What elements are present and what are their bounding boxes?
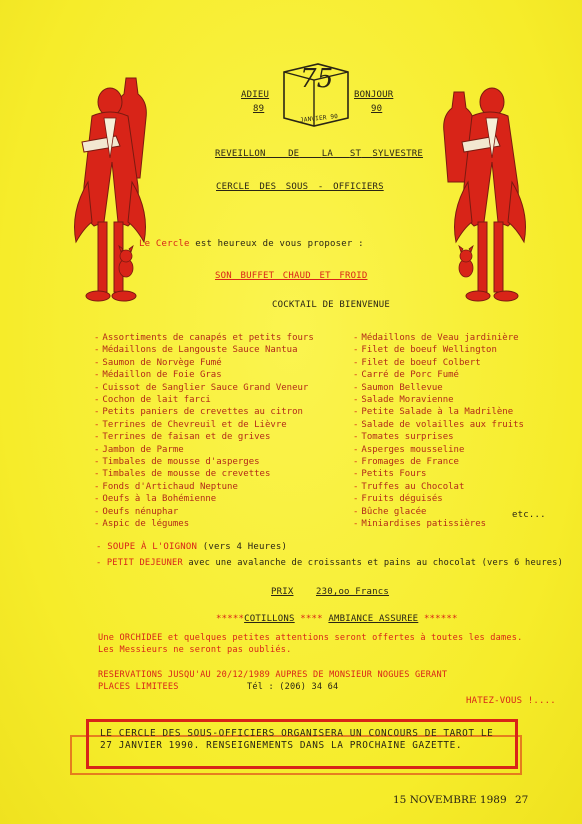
menu-left-list (94, 332, 314, 531)
menu-item-label: Asperges mousseline (361, 444, 465, 455)
menu-item-label: Salade Moravienne (361, 395, 454, 406)
menu-item-label: Oeufs nénuphar (102, 506, 179, 517)
menu-item-label: Oeufs à la Bohémienne (102, 494, 217, 505)
menu-item: - Fromages de France (353, 457, 459, 468)
waiter-champagne-icon-left (62, 72, 162, 308)
menu-item: - Carré de Porc Fumé (353, 370, 459, 381)
dejeuner-label: PETIT DEJEUNER (106, 558, 183, 568)
orchidee-line2: Les Messieurs ne seront pas oubliés. (98, 645, 292, 655)
header-bonjour: BONJOUR (354, 90, 394, 100)
menu-item: - Timbales de mousse de crevettes (94, 469, 271, 480)
menu-item: - Assortiments de canapés et petits fours (94, 333, 314, 343)
menu-item: - Oeufs nénuphar (94, 506, 179, 517)
title-cercle: CERCLE DES SOUS - OFFICIERS (216, 182, 384, 192)
menu-item-label: Bûche glacée (361, 506, 427, 517)
menu-item-label: Salade de volailles aux fruits (361, 419, 524, 430)
menu-item-label: Médaillons de Veau jardinière (361, 333, 519, 343)
menu-item-label: Médaillons de Langouste Sauce Nantua (102, 345, 298, 356)
menu-item: - Tomates surprises (353, 432, 454, 443)
menu-item: - Miniardises patissières (353, 519, 487, 530)
soupe-detail: (vers 4 Heures) (202, 542, 288, 552)
menu-item: - Asperges mousseline (353, 444, 465, 455)
concours-text: LE CERCLE DES SOUS-OFFICIERS ORGANISERA UN CONCOURS DE TAROT LE 27 JANVIER 1990. RENSEIGNEMENTS DANS LA PROCHAINE GAZETTE. (100, 728, 494, 751)
menu-item-label: Petite Salade à la Madrilène (361, 407, 514, 418)
menu-item: - Truffes au Chocolat (353, 481, 465, 492)
menu-item-label: Cuissot de Sanglier Sauce Grand Veneur (102, 382, 309, 393)
buffet-title: SON BUFFET CHAUD ET FROID (215, 271, 368, 281)
menu-item: - Terrines de faisan et de grives (94, 432, 271, 443)
menu-item-label: Timbales de mousse de crevettes (102, 469, 271, 480)
stars: ****** (423, 614, 458, 624)
footer-date: 15 NOVEMBRE 1989 (393, 794, 507, 806)
menu-item: - Saumon Bellevue (353, 382, 443, 393)
ambiance-label: AMBIANCE ASSUREE (328, 614, 419, 624)
menu-item: - Petits Fours (353, 469, 427, 480)
menu-item: - Filet de boeuf Wellington (353, 345, 497, 356)
reservations-line1: RESERVATIONS JUSQU'AU 20/12/1989 AUPRES DE MONSIEUR NOGUES GERANT (98, 670, 448, 680)
menu-item-label: Truffes au Chocolat (361, 481, 465, 492)
menu-item-label: Carré de Porc Fumé (361, 370, 459, 381)
menu-item: - Jambon de Parme (94, 444, 184, 455)
title-reveillon (215, 149, 423, 160)
logo-number: 75 (300, 64, 334, 94)
menu-item-label: Cochon de lait farci (102, 395, 211, 406)
menu-item-label: Jambon de Parme (102, 444, 184, 455)
menu-item-label: Fruits déguisés (361, 494, 443, 505)
menu-item-label: Timbales de mousse d'asperges (102, 457, 260, 468)
waiter-champagne-icon-right (438, 72, 538, 308)
price-label: PRIX (271, 587, 294, 597)
soupe-line: - SOUPE À L'OIGNON (vers 4 Heures) (96, 542, 288, 552)
cotillons-line (216, 614, 458, 625)
menu-item: - Filet de boeuf Colbert (353, 357, 481, 368)
reservations-places: PLACES LIMITEES (98, 682, 179, 692)
menu-item-label: Assortiments de canapés et petits fours (102, 333, 314, 343)
menu-item-label: Petits paniers de crevettes au citron (102, 407, 303, 418)
menu-item: - Saumon de Norvège Fumé (94, 357, 222, 368)
menu-item-label: Petits Fours (361, 469, 427, 480)
intro-lead: Le Cercle (139, 239, 190, 249)
menu-item: - Aspic de légumes (94, 519, 190, 530)
menu-item: - Timbales de mousse d'asperges (94, 457, 260, 468)
menu-item-label: Filet de boeuf Colbert (361, 357, 481, 368)
menu-item: - Médaillons de Veau jardinière (353, 333, 519, 343)
title-word: DE (288, 149, 300, 159)
logo-date: JANVIER 90 (299, 113, 339, 124)
menu-item: - Petite Salade à la Madrilène (353, 407, 514, 418)
menu-item: - Salade de volailles aux fruits (353, 419, 524, 430)
menu-item-label: Saumon de Norvège Fumé (102, 357, 222, 368)
menu-item: - Médaillons de Langouste Sauce Nantua (94, 345, 298, 356)
menu-item: - Salade Moravienne (353, 395, 454, 406)
menu-item: - Fonds d'Artichaud Neptune (94, 481, 238, 492)
dejeuner-detail: avec une avalanche de croissants et pains au chocolat (vers 6 heures) (188, 558, 564, 568)
menu-item-label: Miniardises patissières (361, 519, 487, 530)
menu-item: - Terrines de Chevreuil et de Lièvre (94, 419, 287, 430)
title-word: SYLVESTRE (372, 149, 423, 159)
title-word: REVEILLON (215, 149, 266, 159)
etc-text: etc... (512, 510, 546, 520)
title-word: ST (349, 149, 362, 159)
menu-item-label: Filet de boeuf Wellington (361, 345, 497, 356)
header-adieu-year: 89 (253, 104, 265, 114)
stars: ***** (216, 614, 245, 624)
menu-item: - Petits paniers de crevettes au citron (94, 407, 303, 418)
header-adieu: ADIEU (241, 90, 270, 100)
stars: **** (300, 614, 323, 624)
footer-page-number: 27 (515, 794, 529, 806)
title-word: LA (321, 149, 334, 159)
menu-item-label: Terrines de faisan et de grives (102, 432, 271, 443)
menu-item-label: Médaillon de Foie Gras (102, 370, 222, 381)
hatez-vous: HATEZ-VOUS !.... (466, 696, 556, 706)
orchidee-line1: Une ORCHIDEE et quelques petites attentions seront offertes à toutes les dames. (98, 633, 523, 643)
menu-item-label: Tomates surprises (361, 432, 454, 443)
menu-item-label: Terrines de Chevreuil et de Lièvre (102, 419, 287, 430)
menu-item: - Cochon de lait farci (94, 395, 211, 406)
menu-item-label: Aspic de légumes (102, 519, 190, 530)
menu-right-list (353, 332, 524, 531)
menu-item-label: Fromages de France (361, 457, 459, 468)
menu-item: - Oeufs à la Bohémienne (94, 494, 217, 505)
header-bonjour-year: 90 (371, 104, 383, 114)
cotillons-label: COTILLONS (244, 614, 295, 624)
menu-item: - Bûche glacée (353, 506, 427, 517)
intro-text (139, 239, 364, 250)
price-line (271, 587, 389, 598)
cocktail-title: COCKTAIL DE BIENVENUE (272, 300, 390, 310)
menu-item: - Médaillon de Foie Gras (94, 370, 222, 381)
menu-item: - Cuissot de Sanglier Sauce Grand Veneur (94, 382, 309, 393)
menu-item: - Fruits déguisés (353, 494, 443, 505)
reservations-tel: Tél : (206) 34 64 (247, 682, 339, 692)
menu-item-label: Saumon Bellevue (361, 382, 443, 393)
dejeuner-line: - PETIT DEJEUNER avec une avalanche de croissants et pains au chocolat (vers 6 heures) (96, 558, 564, 568)
menu-item-label: Fonds d'Artichaud Neptune (102, 481, 238, 492)
intro-rest: est heureux de vous proposer : (195, 239, 364, 249)
price-value: 230,oo Francs (315, 587, 390, 597)
soupe-label: SOUPE À L'OIGNON (107, 542, 198, 552)
